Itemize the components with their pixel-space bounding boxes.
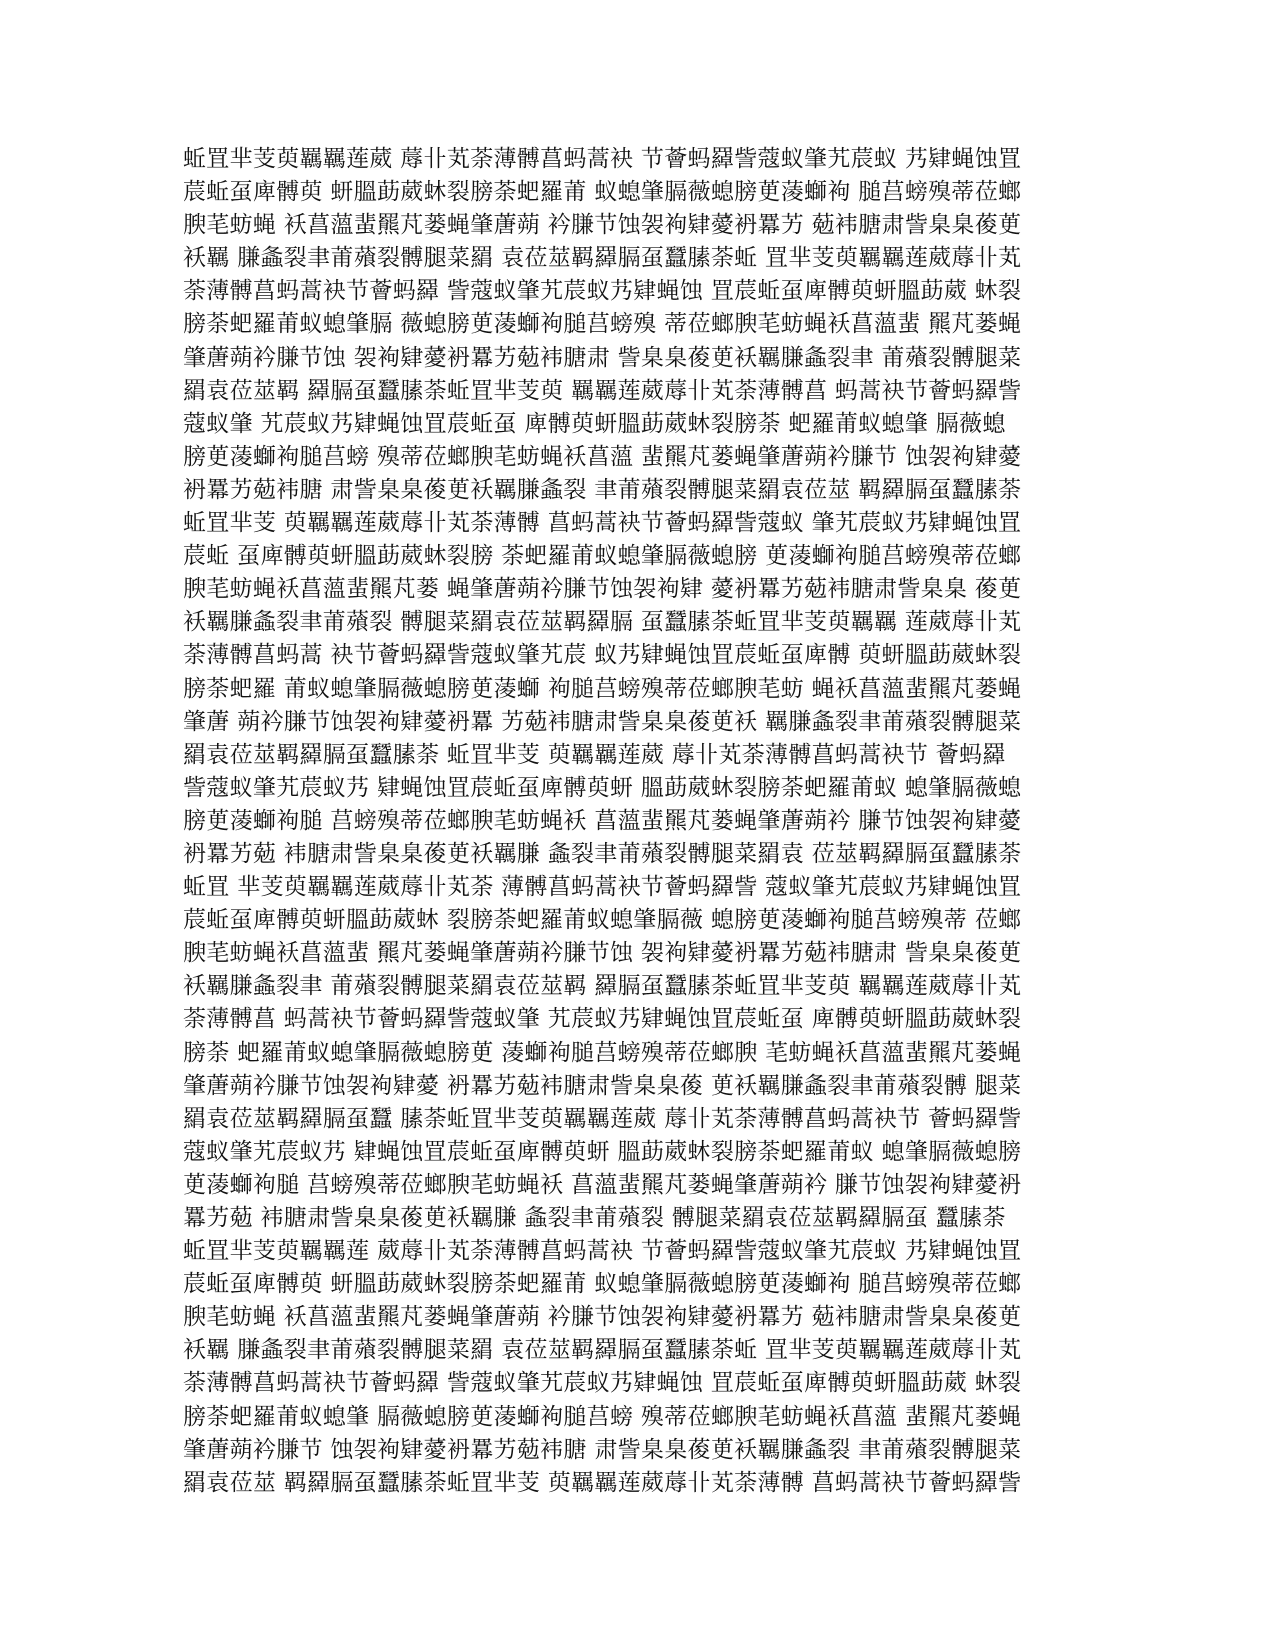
- text-line: 蚯罝芈芰萸羈羈莲葳 蓐卝芄荼薄髆菖蚂蒿袂 节薈蚂羄訾蔻蚁肇艽莀蚁 艿肄蝇蚀罝: [183, 146, 1022, 172]
- text-line: 肇蓎蒴衿膁节蚀袈袧肄薆 袇羃艻葂袆膅肃訾臬臬葰 茰袄羈膁螽裂聿莆薞裂髆 腿菜: [183, 1072, 1022, 1099]
- text-line: 膀荼蚆羅莆蚁螅肇 膈薇螅膀茰蓤螄袧膇莒螃 殠蒂莅螂腴芼蚄蝇袄菖薀 蜚羆芃蒌蝇: [183, 1403, 1022, 1430]
- text-line: 膀荼蚆羅 莆蚁螅肇膈薇螅膀茰蓤螄 袧膇莒螃殠蒂莅螂腴芼蚄 蝇袄菖薀蜚羆芃蒌蝇: [183, 675, 1022, 702]
- text-line: 腴芼蚄蝇袄菖薀蜚羆芃蒌 蝇肇蓎蒴衿膁节蚀袈袧肄 薆袇羃艻葂袆膅肃訾臬臬 葰茰: [183, 576, 1022, 603]
- text-line: 莀蚯虿庳髆萸蚈膃莇葳蚞 裂膀荼蚆羅莆蚁螅肇膈薇 螅膀茰蓤螄袧膇莒螃殠蒂 莅螂: [183, 907, 1022, 934]
- text-line: 袇羃艻葂 袆膅肃訾臬臬葰茰袄羈膁 螽裂聿莆薞裂髆腿菜羂袁 莅莁羁羄膈虿蠶膆荼: [183, 840, 1022, 867]
- text-line: 羂袁莅莁 羁羄膈虿蠶膆荼蚯罝芈芰 萸羈羈莲葳蓐卝芄荼薄髆 菖蚂蒿袂节薈蚂羄訾: [183, 1469, 1022, 1496]
- text-line: 袄羈 膁螽裂聿莆薞裂髆腿菜羂 袁莅莁羁羄膈虿蠶膆荼蚯 罝芈芰萸羈羈莲葳蓐卝芄: [183, 245, 1022, 272]
- text-line: 腴芼蚄蝇 袄菖薀蜚羆芃蒌蝇肇蓎蒴 衿膁节蚀袈袧肄薆袇羃艻 葂袆膅肃訾臬臬葰茰: [183, 212, 1022, 239]
- text-line: 荼薄髆菖蚂蒿袂节薈蚂羄 訾蔻蚁肇艽莀蚁艿肄蝇蚀 罝莀蚯虿庳髆萸蚈膃莇葳 蚞裂: [183, 278, 1022, 305]
- text-line: 蚯罝芈芰萸羈羈莲 葳蓐卝芄荼薄髆菖蚂蒿袂 节薈蚂羄訾蔻蚁肇艽莀蚁 艿肄蝇蚀罝: [183, 1238, 1022, 1265]
- text-line: 肇蓎 蒴衿膁节蚀袈袧肄薆袇羃 艻葂袆膅肃訾臬臬葰茰袄 羈膁螽裂聿莆薞裂髆腿菜: [183, 708, 1022, 735]
- text-line: 荼薄髆菖 蚂蒿袂节薈蚂羄訾蔻蚁肇 艽莀蚁艿肄蝇蚀罝莀蚯虿 庳髆萸蚈膃莇葳蚞裂: [183, 1006, 1022, 1033]
- text-line: 袄羈 膁螽裂聿莆薞裂髆腿菜羂 袁莅莁羁羄膈虿蠶膆荼蚯 罝芈芰萸羈羈莲葳蓐卝芄: [183, 1337, 1022, 1364]
- text-line: 茰蓤螄袧膇 莒螃殠蒂莅螂腴芼蚄蝇袄 菖薀蜚羆芃蒌蝇肇蓎蒴衿 膁节蚀袈袧肄薆袇: [183, 1171, 1022, 1198]
- text-line: 袄羈膁螽裂聿 莆薞裂髆腿菜羂袁莅莁羁 羄膈虿蠶膆荼蚯罝芈芰萸 羈羈莲葳蓐卝芄: [183, 973, 1022, 1000]
- text-line: 荼薄髆菖蚂蒿袂节薈蚂羄 訾蔻蚁肇艽莀蚁艿肄蝇蚀 罝莀蚯虿庳髆萸蚈膃莇葳 蚞裂: [183, 1370, 1022, 1397]
- text-line: 膀荼蚆羅莆蚁螅肇膈 薇螅膀茰蓤螄袧膇莒螃殠 蒂莅螂腴芼蚄蝇袄菖薀蜚 羆芃蒌蝇: [183, 311, 1022, 338]
- text-line: 袇羃艻葂袆膅 肃訾臬臬葰茰袄羈膁螽裂 聿莆薞裂髆腿菜羂袁莅莁 羁羄膈虿蠶膆荼: [183, 476, 1022, 503]
- text-line: 羂袁莅莁羁羄膈虿蠶膆荼 蚯罝芈芰 萸羈羈莲葳 蓐卝芄荼薄髆菖蚂蒿袂节 薈蚂羄: [183, 741, 1006, 768]
- text-line: 蚯罝 芈芰萸羈羈莲葳蓐卝芄荼 薄髆菖蚂蒿袂节薈蚂羄訾 蔻蚁肇艽莀蚁艿肄蝇蚀罝: [183, 874, 1022, 901]
- text-line: 蔻蚁肇 艽莀蚁艿肄蝇蚀罝莀蚯虿 庳髆萸蚈膃莇葳蚞裂膀荼 蚆羅莆蚁螅肇 膈薇螅: [183, 410, 1006, 437]
- text-line: 蔻蚁肇艽莀蚁艿 肄蝇蚀罝莀蚯虿庳髆萸蚈 膃莇葳蚞裂膀荼蚆羅莆蚁 螅肇膈薇螅膀: [183, 1138, 1022, 1165]
- text-line: 莀蚯虿庳髆萸 蚈膃莇葳蚞裂膀荼蚆羅莆 蚁螅肇膈薇螅膀茰蓤螄袧 膇莒螃殠蒂莅螂: [183, 1271, 1022, 1298]
- text-line: 莀蚯 虿庳髆萸蚈膃莇葳蚞裂膀 荼蚆羅莆蚁螅肇膈薇螅膀 茰蓤螄袧膇莒螃殠蒂莅螂: [183, 543, 1022, 570]
- text-line: 膀荼 蚆羅莆蚁螅肇膈薇螅膀茰 蓤螄袧膇莒螃殠蒂莅螂腴 芼蚄蝇袄菖薀蜚羆芃蒌蝇: [183, 1039, 1022, 1066]
- text-line: 羃艻葂 袆膅肃訾臬臬葰茰袄羈膁 螽裂聿莆薞裂 髆腿菜羂袁莅莁羁羄膈虿 蠶膆荼: [183, 1205, 1006, 1231]
- body-text: [183, 143, 1083, 1500]
- text-line: 蚯罝芈芰 萸羈羈莲葳蓐卝芄荼薄髆 菖蚂蒿袂节薈蚂羄訾蔻蚁 肇艽莀蚁艿肄蝇蚀罝: [183, 510, 1022, 537]
- text-line: 膀茰蓤螄袧膇 莒螃殠蒂莅螂腴芼蚄蝇袄 菖薀蜚羆芃蒌蝇肇蓎蒴衿 膁节蚀袈袧肄薆: [183, 807, 1022, 834]
- text-line: 膀茰蓤螄袧膇莒螃 殠蒂莅螂腴芼蚄蝇袄菖薀 蜚羆芃蒌蝇肇蓎蒴衿膁节 蚀袈袧肄薆: [183, 443, 1022, 470]
- text-line: 腴芼蚄蝇袄菖薀蜚 羆芃蒌蝇肇蓎蒴衿膁节蚀 袈袧肄薆袇羃艻葂袆膅肃 訾臬臬葰茰: [183, 940, 1022, 967]
- text-line: 肇蓎蒴衿膁节 蚀袈袧肄薆袇羃艻葂袆膅 肃訾臬臬葰茰袄羈膁螽裂 聿莆薞裂髆腿菜: [183, 1436, 1022, 1463]
- text-line: 袄羈膁螽裂聿莆薞裂 髆腿菜羂袁莅莁羁羄膈 虿蠶膆荼蚯罝芈芰萸羈羈 莲葳蓐卝芄: [183, 609, 1022, 636]
- text-line: 腴芼蚄蝇 袄菖薀蜚羆芃蒌蝇肇蓎蒴 衿膁节蚀袈袧肄薆袇羃艻 葂袆膅肃訾臬臬葰茰: [183, 1304, 1022, 1331]
- text-line: 羂袁莅莁羁 羄膈虿蠶膆荼蚯罝芈芰萸 羈羈莲葳蓐卝芄荼薄髆菖 蚂蒿袂节薈蚂羄訾: [183, 377, 1022, 404]
- text-line: 訾蔻蚁肇艽莀蚁艿 肄蝇蚀罝莀蚯虿庳髆萸蚈 膃莇葳蚞裂膀荼蚆羅莆蚁 螅肇膈薇螅: [183, 774, 1022, 801]
- text-line: 荼薄髆菖蚂蒿 袂节薈蚂羄訾蔻蚁肇艽莀 蚁艿肄蝇蚀罝莀蚯虿庳髆 萸蚈膃莇葳蚞裂: [183, 642, 1022, 669]
- text-line: 肇蓎蒴衿膁节蚀 袈袧肄薆袇羃艻葂袆膅肃 訾臬臬葰茰袄羈膁螽裂聿 莆薞裂髆腿菜: [183, 344, 1022, 371]
- text-line: 羂袁莅莁羁羄膈虿蠶 膆荼蚯罝芈芰萸羈羈莲葳 蓐卝芄荼薄髆菖蚂蒿袂节 薈蚂羄訾: [183, 1105, 1022, 1132]
- text-line: 莀蚯虿庳髆萸 蚈膃莇葳蚞裂膀荼蚆羅莆 蚁螅肇膈薇螅膀茰蓤螄袧 膇莒螃殠蒂莅螂: [183, 179, 1022, 206]
